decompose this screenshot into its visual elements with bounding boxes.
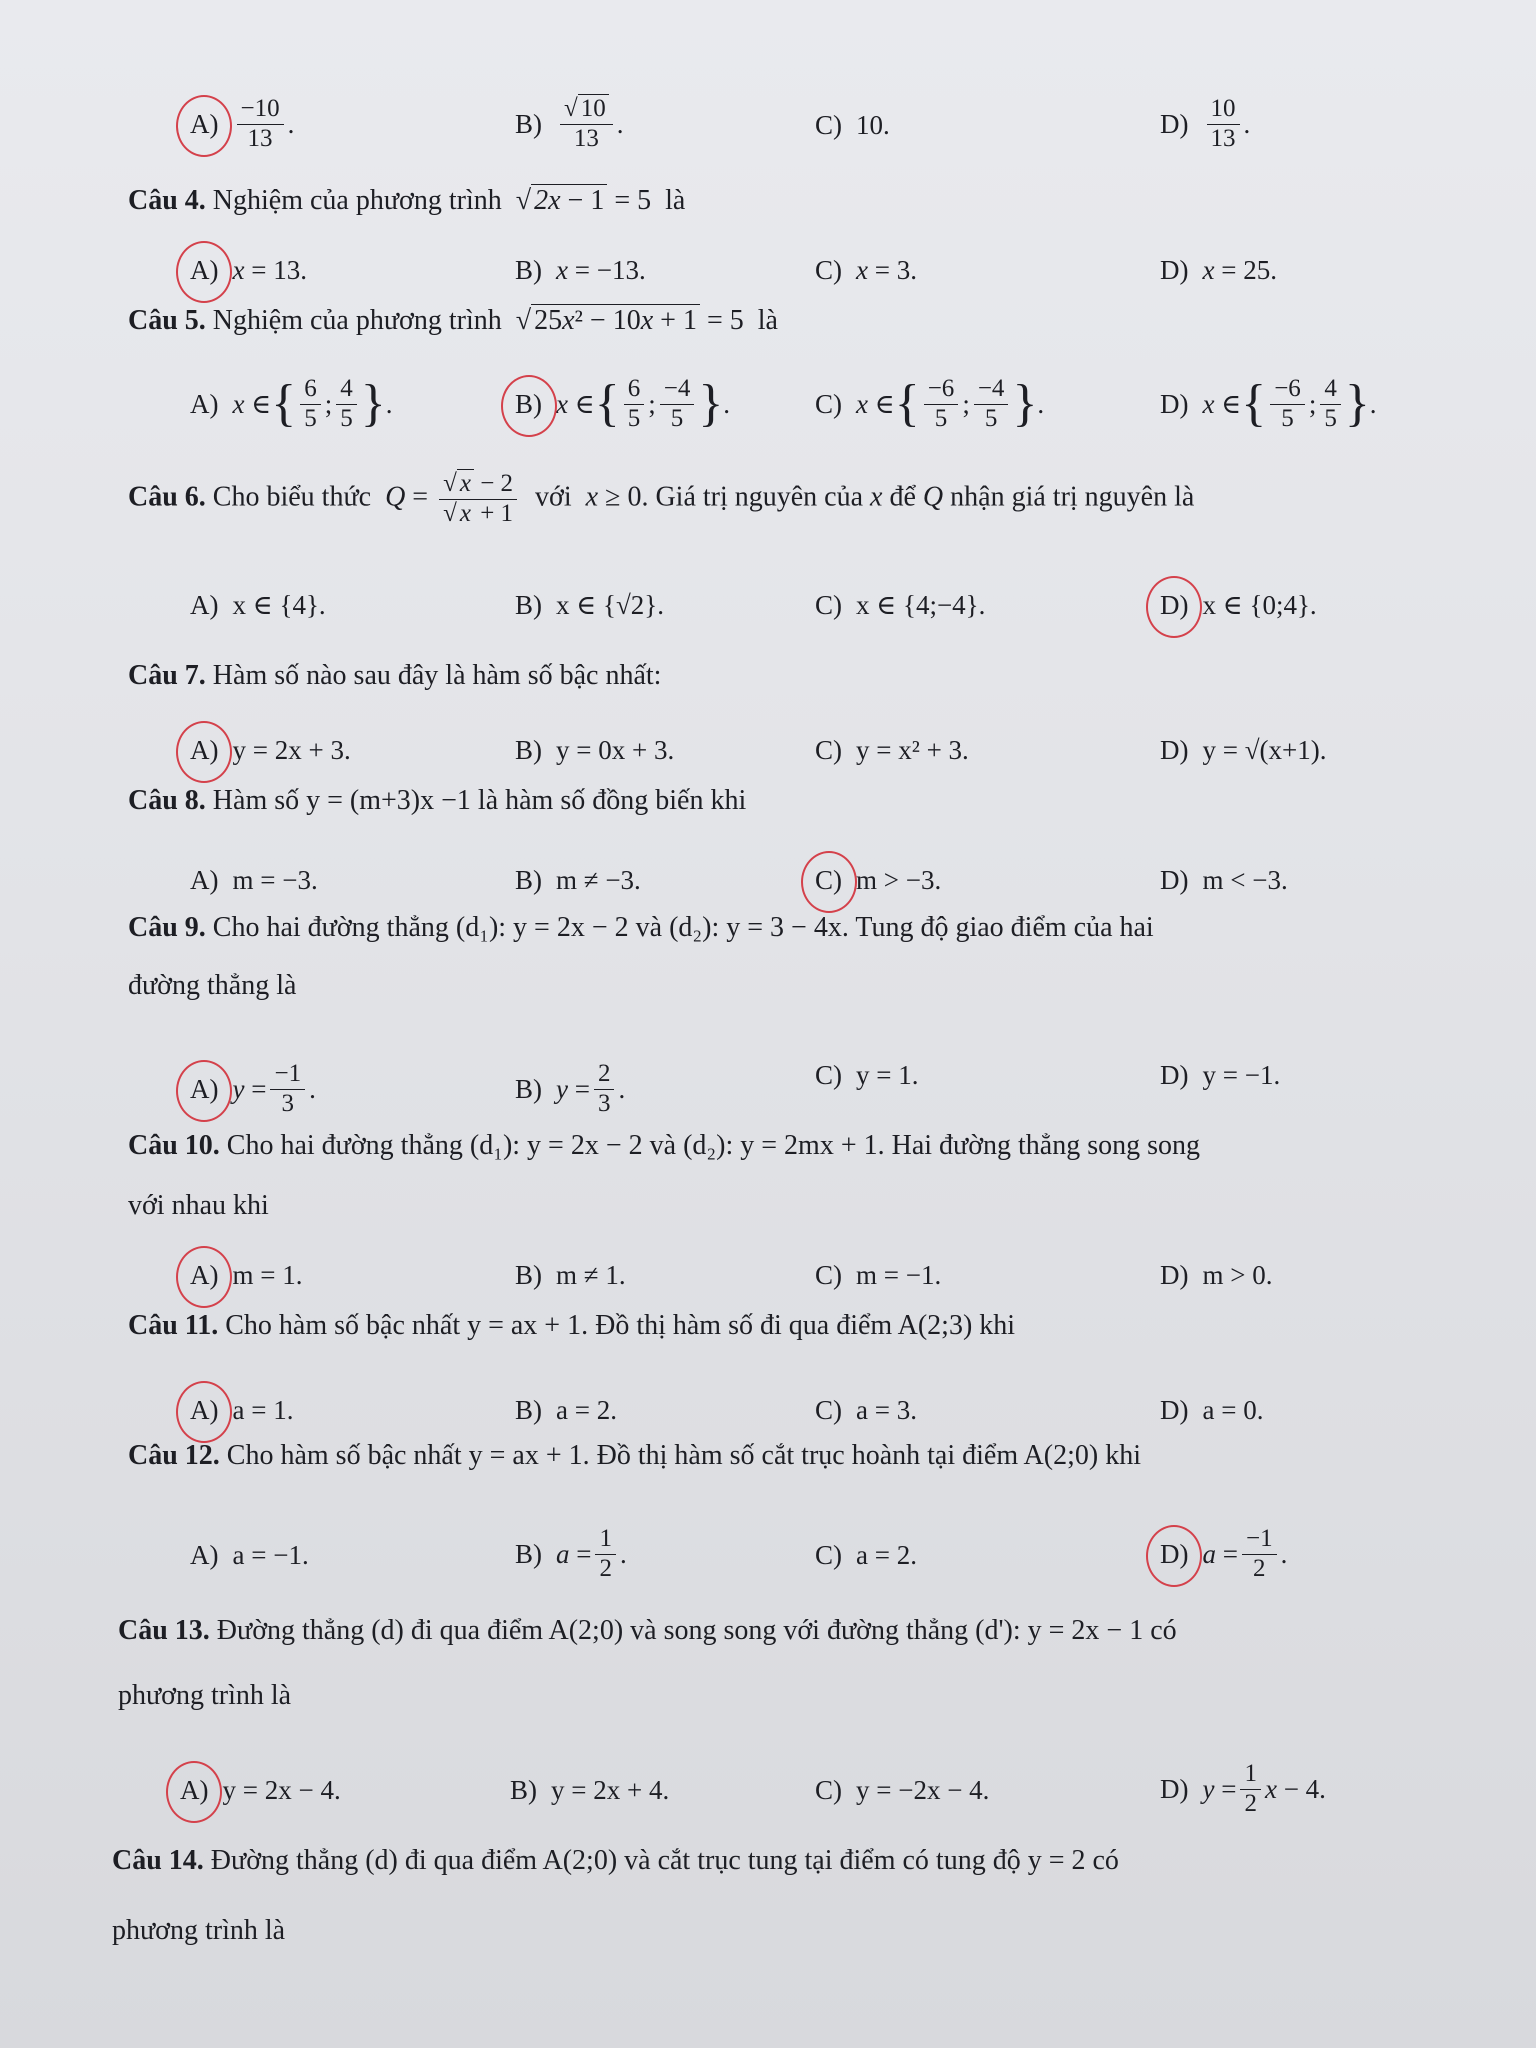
option-label: B) — [515, 1538, 542, 1569]
question-9-stem — [128, 912, 1154, 944]
option-label: B) — [515, 590, 542, 620]
question-7-stem — [128, 660, 661, 692]
q5-option-c: C) x ∈ { $\frac{-6}{5}$ ; $\frac{-4}{5}$ } . — [815, 375, 1045, 433]
question-title: Câu 4. — [128, 185, 206, 216]
option-math: y = √(x+1). — [1202, 735, 1327, 765]
question-5-stem: Câu 5. Nghiệm của phương trình √ 25x² − 10x + 1 = 5 là — [128, 305, 778, 336]
option-label: A) — [190, 590, 219, 620]
option-math: x ∈ {√2}. — [556, 590, 664, 620]
q12-option-c — [815, 1540, 917, 1571]
q7-option-b — [515, 735, 674, 766]
question-stem-text: Cho hàm số bậc nhất y = ax + 1. Đồ thị hàm số đi qua điểm A(2;3) khi — [225, 1310, 1016, 1341]
option-label: A) — [180, 1775, 209, 1805]
option-math: y = 0x + 3. — [556, 735, 675, 765]
option-label: B) — [515, 255, 542, 285]
option-math: y = 2x − 4. — [222, 1775, 341, 1805]
option-label: C) — [815, 1540, 842, 1570]
q8-option-c — [815, 865, 941, 896]
q10-option-c — [815, 1260, 941, 1291]
question-stem-text: Đường thẳng (d) đi qua điểm A(2;0) và song song với đường thẳng (d'): y = 2x − 1 có — [216, 1615, 1177, 1646]
option-label: A) — [190, 865, 219, 895]
question-stem-text: với nhau khi — [128, 1190, 269, 1221]
question-title: Câu 12. — [128, 1440, 220, 1471]
option-label: A) — [190, 1540, 219, 1570]
q9-option-d — [1160, 1060, 1280, 1091]
question-14-stem — [112, 1845, 1119, 1877]
option-math: m = 1. — [232, 1260, 303, 1290]
option-math: m = −1. — [856, 1260, 942, 1290]
option-label: C) — [815, 1395, 842, 1425]
question-title: Câu 8. — [128, 785, 206, 816]
question-12-stem — [128, 1440, 1141, 1472]
option-label: A) — [190, 1073, 219, 1104]
q12-option-b: B) a = $\frac{1}{2}$ . — [515, 1525, 627, 1582]
option-label: D) — [1160, 1395, 1189, 1425]
option-label: D) — [1160, 388, 1189, 419]
question-stem-text: Hàm số y = (m+3)x −1 là hàm số đồng biến khi — [212, 785, 747, 816]
question-title: Câu 6. — [128, 481, 206, 513]
question-stem-text: phương trình là — [118, 1680, 292, 1711]
q11-option-c — [815, 1395, 917, 1426]
option-label: A) — [190, 108, 219, 139]
option-label: C) — [815, 110, 842, 140]
q5-option-b: B) x ∈ { $\frac{6}{5}$ ; $\frac{-4}{5}$ } . — [515, 375, 731, 433]
question-13-stem — [118, 1615, 1177, 1647]
q5-option-d: D) x ∈ { $\frac{-6}{5}$ ; $\frac{4}{5}$ } . — [1160, 375, 1377, 433]
option-math: a = 1. — [232, 1395, 294, 1425]
q4-option-a: A) x = 13. — [190, 255, 307, 285]
q3-option-d: D) $\frac{10}{13}$ . — [1160, 95, 1251, 152]
q6-option-c — [815, 590, 985, 621]
option-math: y = 2x + 3. — [232, 735, 351, 765]
q9-option-c — [815, 1060, 918, 1091]
q4-option-d: D) x = 25. — [1160, 255, 1277, 285]
option-label: B) — [515, 108, 542, 139]
question-stem-text: phương trình là — [112, 1915, 286, 1946]
option-math: y = −2x − 4. — [856, 1775, 990, 1805]
q3-option-b: B) $\frac{√ 10}{13}$ . — [515, 95, 624, 152]
question-8-stem — [128, 785, 746, 817]
option-math: y = −1. — [1202, 1060, 1281, 1090]
option-label: D) — [1160, 590, 1189, 620]
option-label: B) — [515, 865, 542, 895]
option-math: $\frac{√ 10}{13}$ — [560, 95, 613, 154]
option-label: C) — [815, 1060, 842, 1090]
question-10-stem — [128, 1130, 1200, 1162]
q8-option-a — [190, 865, 318, 896]
q10-option-d — [1160, 1260, 1272, 1291]
question-stem-text: Cho hàm số bậc nhất y = ax + 1. Đồ thị hàm số cắt trục hoành tại điểm A(2;0) khi — [226, 1440, 1141, 1471]
q7-option-d — [1160, 735, 1327, 766]
option-label: B) — [515, 735, 542, 765]
option-label: D) — [1160, 865, 1189, 895]
option-math: y = x² + 3. — [856, 735, 969, 765]
option-math: a = −1. — [232, 1540, 309, 1570]
q4-option-b: B) x = −13. — [515, 255, 646, 285]
option-math: m < −3. — [1202, 865, 1288, 895]
option-label: C) — [815, 1260, 842, 1290]
q10-option-b — [515, 1260, 626, 1291]
option-math: a = 3. — [856, 1395, 917, 1425]
option-label: D) — [1160, 255, 1189, 285]
q3-option-a: A) $\frac{-10}{13}$ . — [190, 95, 295, 152]
question-title: Câu 10. — [128, 1130, 220, 1161]
q5-option-a: A) x ∈ { $\frac{6}{5}$ ; $\frac{4}{5}$ } . — [190, 375, 393, 433]
option-math: a = 2. — [856, 1540, 917, 1570]
question-title: Câu 7. — [128, 660, 206, 691]
option-label: B) — [515, 388, 542, 419]
question-title: Câu 13. — [118, 1615, 210, 1646]
option-math: a = 0. — [1202, 1395, 1264, 1425]
option-math: m > 0. — [1202, 1260, 1273, 1290]
question-10-stem-cont — [128, 1190, 269, 1222]
question-9-stem-cont — [128, 970, 296, 1002]
option-label: C) — [815, 590, 842, 620]
q7-option-a — [190, 735, 351, 766]
q9-option-a: A) y = $\frac{-1}{3}$ . — [190, 1060, 316, 1117]
q8-option-b — [515, 865, 641, 896]
q12-option-a — [190, 1540, 309, 1571]
q8-option-d — [1160, 865, 1288, 896]
q11-option-a — [190, 1395, 293, 1426]
option-math: y = 2x + 4. — [551, 1775, 670, 1805]
question-6-stem: Câu 6. Cho biểu thức Q = $\frac{√ x - 2}{√ x + 1}$ với x ≥ 0. Giá trị nguyên của x để Q nhận giá trị nguyên là — [128, 470, 1195, 527]
option-label: D) — [1160, 108, 1189, 139]
q13-option-c — [815, 1775, 989, 1806]
option-label: D) — [1160, 1060, 1189, 1090]
option-math: m > −3. — [856, 865, 942, 895]
option-math: x ∈ {0;4}. — [1202, 590, 1317, 620]
option-label: C) — [815, 735, 842, 765]
question-14-stem-cont — [112, 1915, 285, 1947]
option-label: A) — [190, 1260, 219, 1290]
question-stem-text: Cho hai đường thẳng (d₁): y = 2x − 2 và (d₂): y = 2mx + 1. Hai đường thẳng song song — [226, 1130, 1201, 1161]
option-label: C) — [815, 1775, 842, 1805]
q11-option-d — [1160, 1395, 1263, 1426]
option-label: B) — [515, 1260, 542, 1290]
option-math: a = 2. — [556, 1395, 617, 1425]
q11-option-b — [515, 1395, 617, 1426]
question-stem-text: Đường thẳng (d) đi qua điểm A(2;0) và cắt trục tung tại điểm có tung độ y = 2 có — [210, 1845, 1119, 1876]
option-label: B) — [515, 1395, 542, 1425]
option-label: A) — [190, 735, 219, 765]
option-label: B) — [515, 1073, 542, 1104]
option-label: A) — [190, 388, 219, 419]
q6-option-a — [190, 590, 326, 621]
question-title: Câu 5. — [128, 305, 206, 336]
q9-option-b: B) y = $\frac{2}{3}$ . — [515, 1060, 626, 1117]
question-title: Câu 9. — [128, 912, 206, 943]
q13-option-a — [180, 1775, 341, 1806]
question-title: Câu 14. — [112, 1845, 204, 1876]
option-label: D) — [1160, 735, 1189, 765]
q3-option-c — [815, 110, 890, 141]
q7-option-c — [815, 735, 969, 766]
question-4-stem: Câu 4. Nghiệm của phương trình √ 2x − 1 = 5 là — [128, 185, 686, 216]
option-label: D) — [1160, 1538, 1189, 1569]
option-label: C) — [815, 865, 842, 895]
q4-option-c: C) x = 3. — [815, 255, 917, 285]
q10-option-a — [190, 1260, 302, 1291]
option-math: x ∈ {4;−4}. — [856, 590, 986, 620]
question-title: Câu 11. — [128, 1310, 219, 1341]
option-label: D) — [1160, 1260, 1189, 1290]
option-math: m = −3. — [232, 865, 318, 895]
q13-option-b — [510, 1775, 669, 1806]
q6-option-d — [1160, 590, 1317, 621]
question-stem-text: đường thẳng là — [128, 970, 297, 1001]
q6-option-b — [515, 590, 664, 621]
option-label: A) — [190, 255, 219, 285]
option-math: 10. — [856, 110, 890, 140]
option-label: C) — [815, 255, 842, 285]
q12-option-d: D) a = $\frac{-1}{2}$ . — [1160, 1525, 1288, 1582]
option-label: A) — [190, 1395, 219, 1425]
option-math: $\frac{10}{13}$ — [1207, 95, 1240, 154]
option-math: $\frac{-10}{13}$ — [237, 95, 284, 154]
option-label: C) — [815, 388, 842, 419]
q13-option-d: D) y = $\frac{1}{2}$ x − 4. — [1160, 1760, 1326, 1817]
option-math: x ∈ {4}. — [232, 590, 326, 620]
option-math: y = 1. — [856, 1060, 919, 1090]
option-math: m ≠ 1. — [556, 1260, 626, 1290]
question-11-stem — [128, 1310, 1015, 1342]
option-math: m ≠ −3. — [556, 865, 641, 895]
option-label: D) — [1160, 1773, 1189, 1804]
question-stem-text: Cho hai đường thẳng (d₁): y = 2x − 2 và (d₂): y = 3 − 4x. Tung độ giao điểm của hai — [212, 912, 1154, 943]
option-label: B) — [510, 1775, 537, 1805]
question-13-stem-cont — [118, 1680, 291, 1712]
question-stem-text: Hàm số nào sau đây là hàm số bậc nhất: — [212, 660, 662, 691]
